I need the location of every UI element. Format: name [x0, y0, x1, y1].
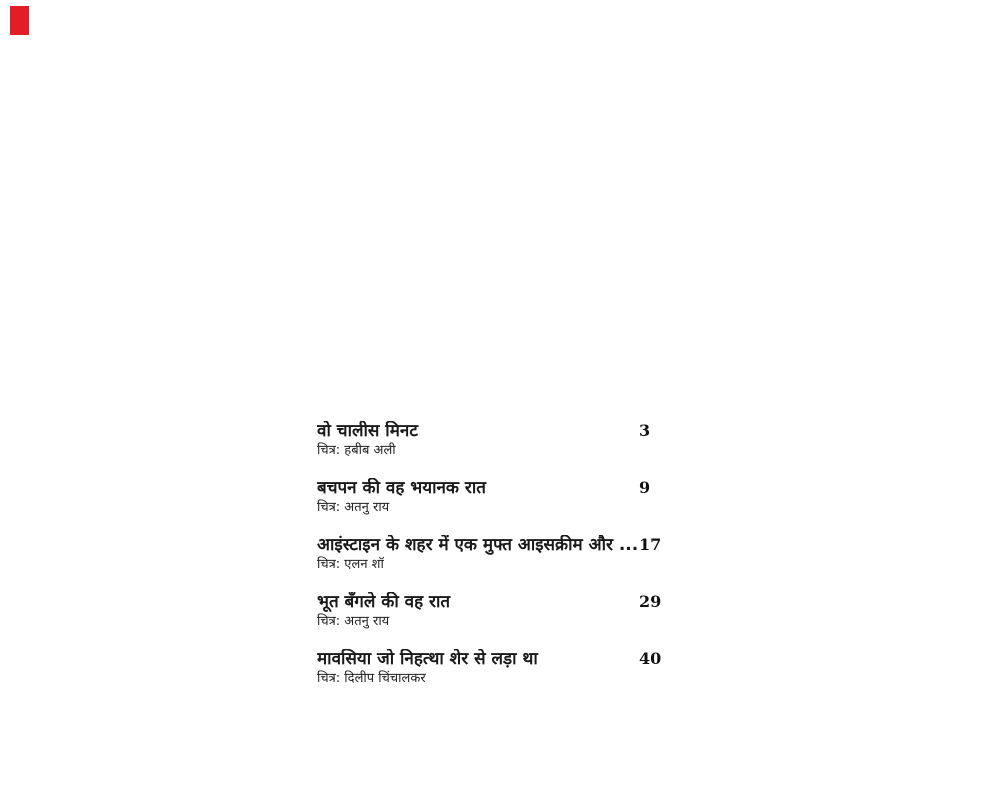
toc-row: [317, 421, 667, 441]
page-number: 17: [639, 535, 662, 554]
toc-row: [317, 478, 667, 498]
table-of-contents: [317, 421, 667, 706]
story-title: वो चालीस मिनट: [317, 421, 418, 441]
illustrator-credit: चित्र: एलन शॉ: [317, 557, 384, 572]
illustrator-credit: चित्र: दिलीप चिंचालकर: [317, 671, 426, 686]
toc-row: [317, 535, 667, 555]
page-number: 40: [639, 649, 662, 668]
page-number: 3: [639, 421, 651, 440]
story-title: बचपन की वह भयानक रात: [317, 478, 486, 498]
toc-row: [317, 592, 667, 612]
toc-entry: [317, 592, 667, 629]
illustrator-credit: चित्र: हबीब अली: [317, 443, 396, 458]
toc-entry: [317, 535, 667, 572]
page-number: 9: [639, 478, 651, 497]
page-number: 29: [639, 592, 662, 611]
story-title: भूत बँगले की वह रात: [317, 592, 451, 612]
toc-entry: [317, 649, 667, 686]
illustrator-credit: चित्र: अतनु राय: [317, 500, 390, 515]
illustrator-credit: चित्र: अतनु राय: [317, 614, 390, 629]
toc-row: [317, 649, 667, 669]
toc-entry: [317, 421, 667, 458]
toc-entry: [317, 478, 667, 515]
red-corner-mark: [10, 6, 29, 35]
story-title: मावसिया जो निहत्था शेर से लड़ा था: [317, 649, 538, 669]
story-title: आइंस्टाइन के शहर में एक मुफ्त आइसक्रीम और ...: [317, 535, 639, 555]
